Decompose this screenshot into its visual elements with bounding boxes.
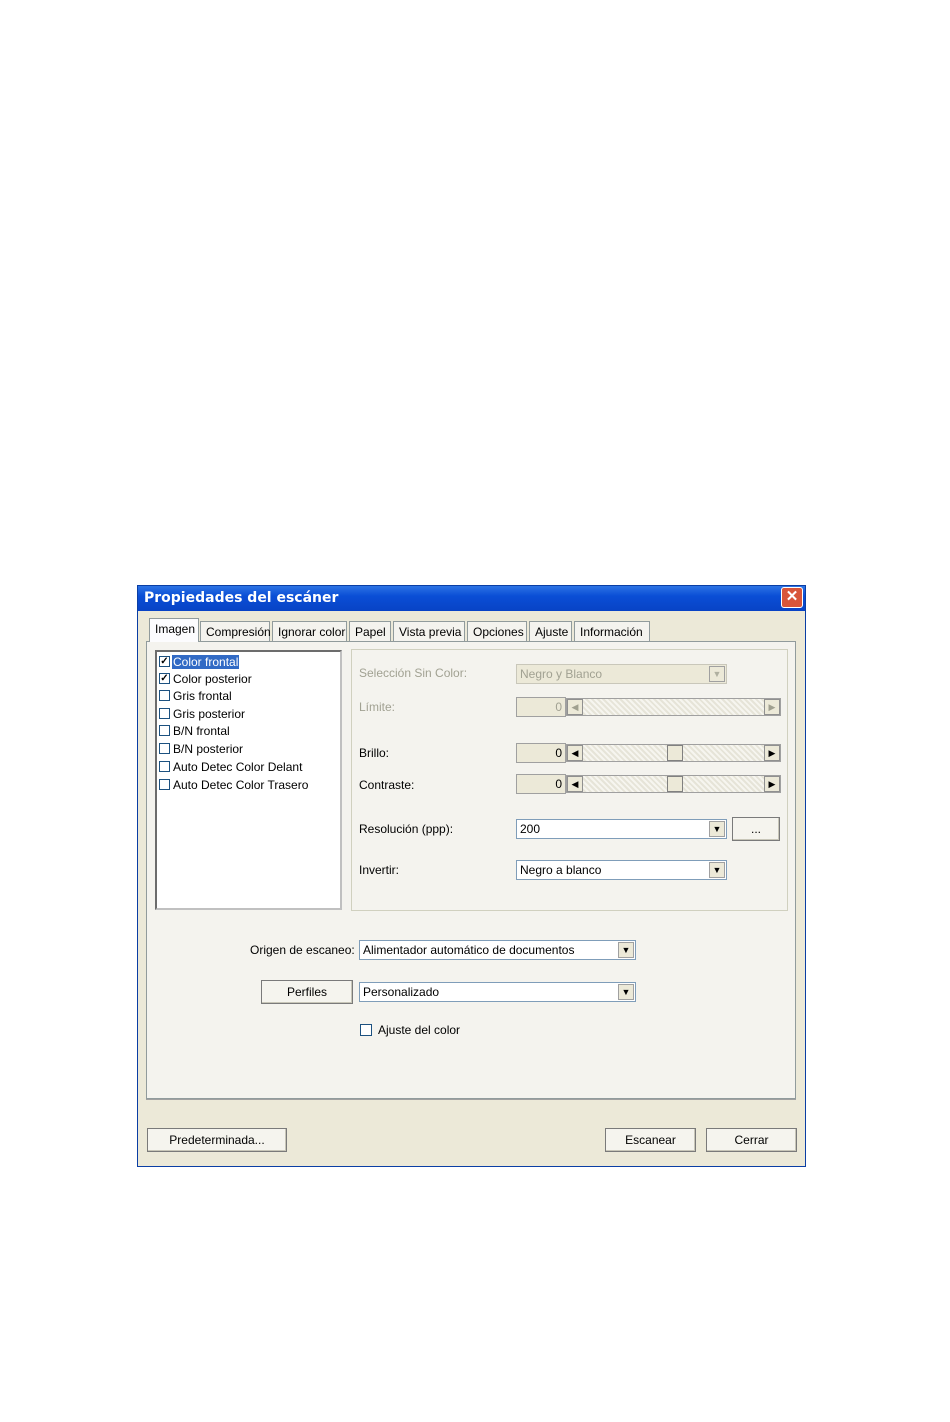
tab-vista-previa[interactable]: Vista previa: [393, 621, 465, 641]
brillo-slider[interactable]: [566, 744, 781, 762]
checkbox[interactable]: [159, 743, 170, 754]
arrow-left-icon[interactable]: ◀: [567, 699, 583, 715]
ajuste-color-label[interactable]: Ajuste del color: [378, 1023, 461, 1037]
close-icon[interactable]: ✕: [781, 587, 803, 608]
checkbox[interactable]: ✓: [160, 656, 169, 668]
predeterminada-button[interactable]: Predeterminada...: [147, 1128, 287, 1152]
limite-label: Límite:: [359, 700, 396, 714]
tab-ignorar-color[interactable]: Ignorar color: [272, 621, 347, 641]
tab-papel[interactable]: Papel: [349, 621, 391, 641]
list-item[interactable]: B/N frontal: [159, 723, 231, 739]
cerrar-button[interactable]: Cerrar: [706, 1128, 797, 1152]
brillo-slider-thumb[interactable]: [667, 745, 683, 761]
checkbox[interactable]: [159, 761, 170, 772]
chevron-down-icon[interactable]: ▼: [618, 942, 634, 958]
arrow-right-icon[interactable]: ▶: [764, 699, 780, 715]
contraste-slider-thumb[interactable]: [667, 776, 683, 792]
tab-compresion[interactable]: Compresión: [200, 621, 270, 641]
chevron-down-icon[interactable]: ▼: [709, 821, 725, 837]
chevron-down-icon[interactable]: ▼: [709, 862, 725, 878]
resolucion-dropdown[interactable]: 200 ▼: [516, 819, 727, 839]
arrow-left-icon[interactable]: ◀: [567, 745, 583, 761]
limite-value: 0: [516, 697, 566, 717]
checkbox[interactable]: [159, 708, 170, 719]
perfiles-dropdown[interactable]: Personalizado ▼: [359, 982, 636, 1002]
list-item[interactable]: Auto Detec Color Trasero: [159, 777, 309, 793]
list-item[interactable]: ✓ Color frontal: [160, 654, 239, 669]
list-item[interactable]: Gris posterior: [159, 706, 246, 722]
chevron-down-icon[interactable]: ▼: [709, 666, 725, 682]
contraste-slider[interactable]: [566, 775, 781, 793]
escanear-button[interactable]: Escanear: [605, 1128, 696, 1152]
list-item[interactable]: Gris frontal: [159, 688, 233, 704]
checkbox[interactable]: [159, 690, 170, 701]
invertir-label: Invertir:: [359, 863, 400, 877]
tab-opciones[interactable]: Opciones: [467, 621, 527, 641]
list-item[interactable]: Auto Detec Color Delant: [159, 759, 303, 775]
resolucion-more-button[interactable]: ...: [732, 817, 780, 841]
brillo-label: Brillo:: [359, 746, 390, 760]
seleccion-sin-color-label: Selección Sin Color:: [359, 666, 468, 680]
origen-label: Origen de escaneo:: [250, 943, 355, 957]
invertir-dropdown[interactable]: Negro a blanco ▼: [516, 860, 727, 880]
tab-informacion[interactable]: Información: [574, 621, 650, 641]
checkbox[interactable]: [159, 725, 170, 736]
tab-imagen[interactable]: Imagen: [149, 618, 199, 642]
brillo-value: 0: [516, 743, 566, 763]
seleccion-sin-color-dropdown[interactable]: Negro y Blanco ▼: [516, 664, 727, 684]
arrow-right-icon[interactable]: ▶: [764, 745, 780, 761]
resolucion-label: Resolución (ppp):: [359, 822, 454, 836]
limite-slider[interactable]: [566, 698, 781, 716]
contraste-value: 0: [516, 774, 566, 794]
tab-ajuste[interactable]: Ajuste: [529, 621, 572, 641]
image-type-list[interactable]: [155, 650, 342, 910]
arrow-right-icon[interactable]: ▶: [764, 776, 780, 792]
window-title: Propiedades del escáner: [144, 590, 339, 606]
title-bar[interactable]: [138, 586, 805, 611]
arrow-left-icon[interactable]: ◀: [567, 776, 583, 792]
checkbox[interactable]: ✓: [160, 673, 169, 685]
footer-divider: [146, 1099, 796, 1100]
contraste-label: Contraste:: [359, 778, 415, 792]
ajuste-color-checkbox[interactable]: [360, 1024, 372, 1036]
checkbox[interactable]: [159, 779, 170, 790]
scanner-properties-dialog: [137, 585, 806, 1167]
list-item[interactable]: B/N posterior: [159, 741, 244, 757]
list-item[interactable]: ✓ Color posterior: [160, 671, 252, 686]
chevron-down-icon[interactable]: ▼: [618, 984, 634, 1000]
origen-dropdown[interactable]: Alimentador automático de documentos ▼: [359, 940, 636, 960]
perfiles-button[interactable]: Perfiles: [261, 980, 353, 1004]
